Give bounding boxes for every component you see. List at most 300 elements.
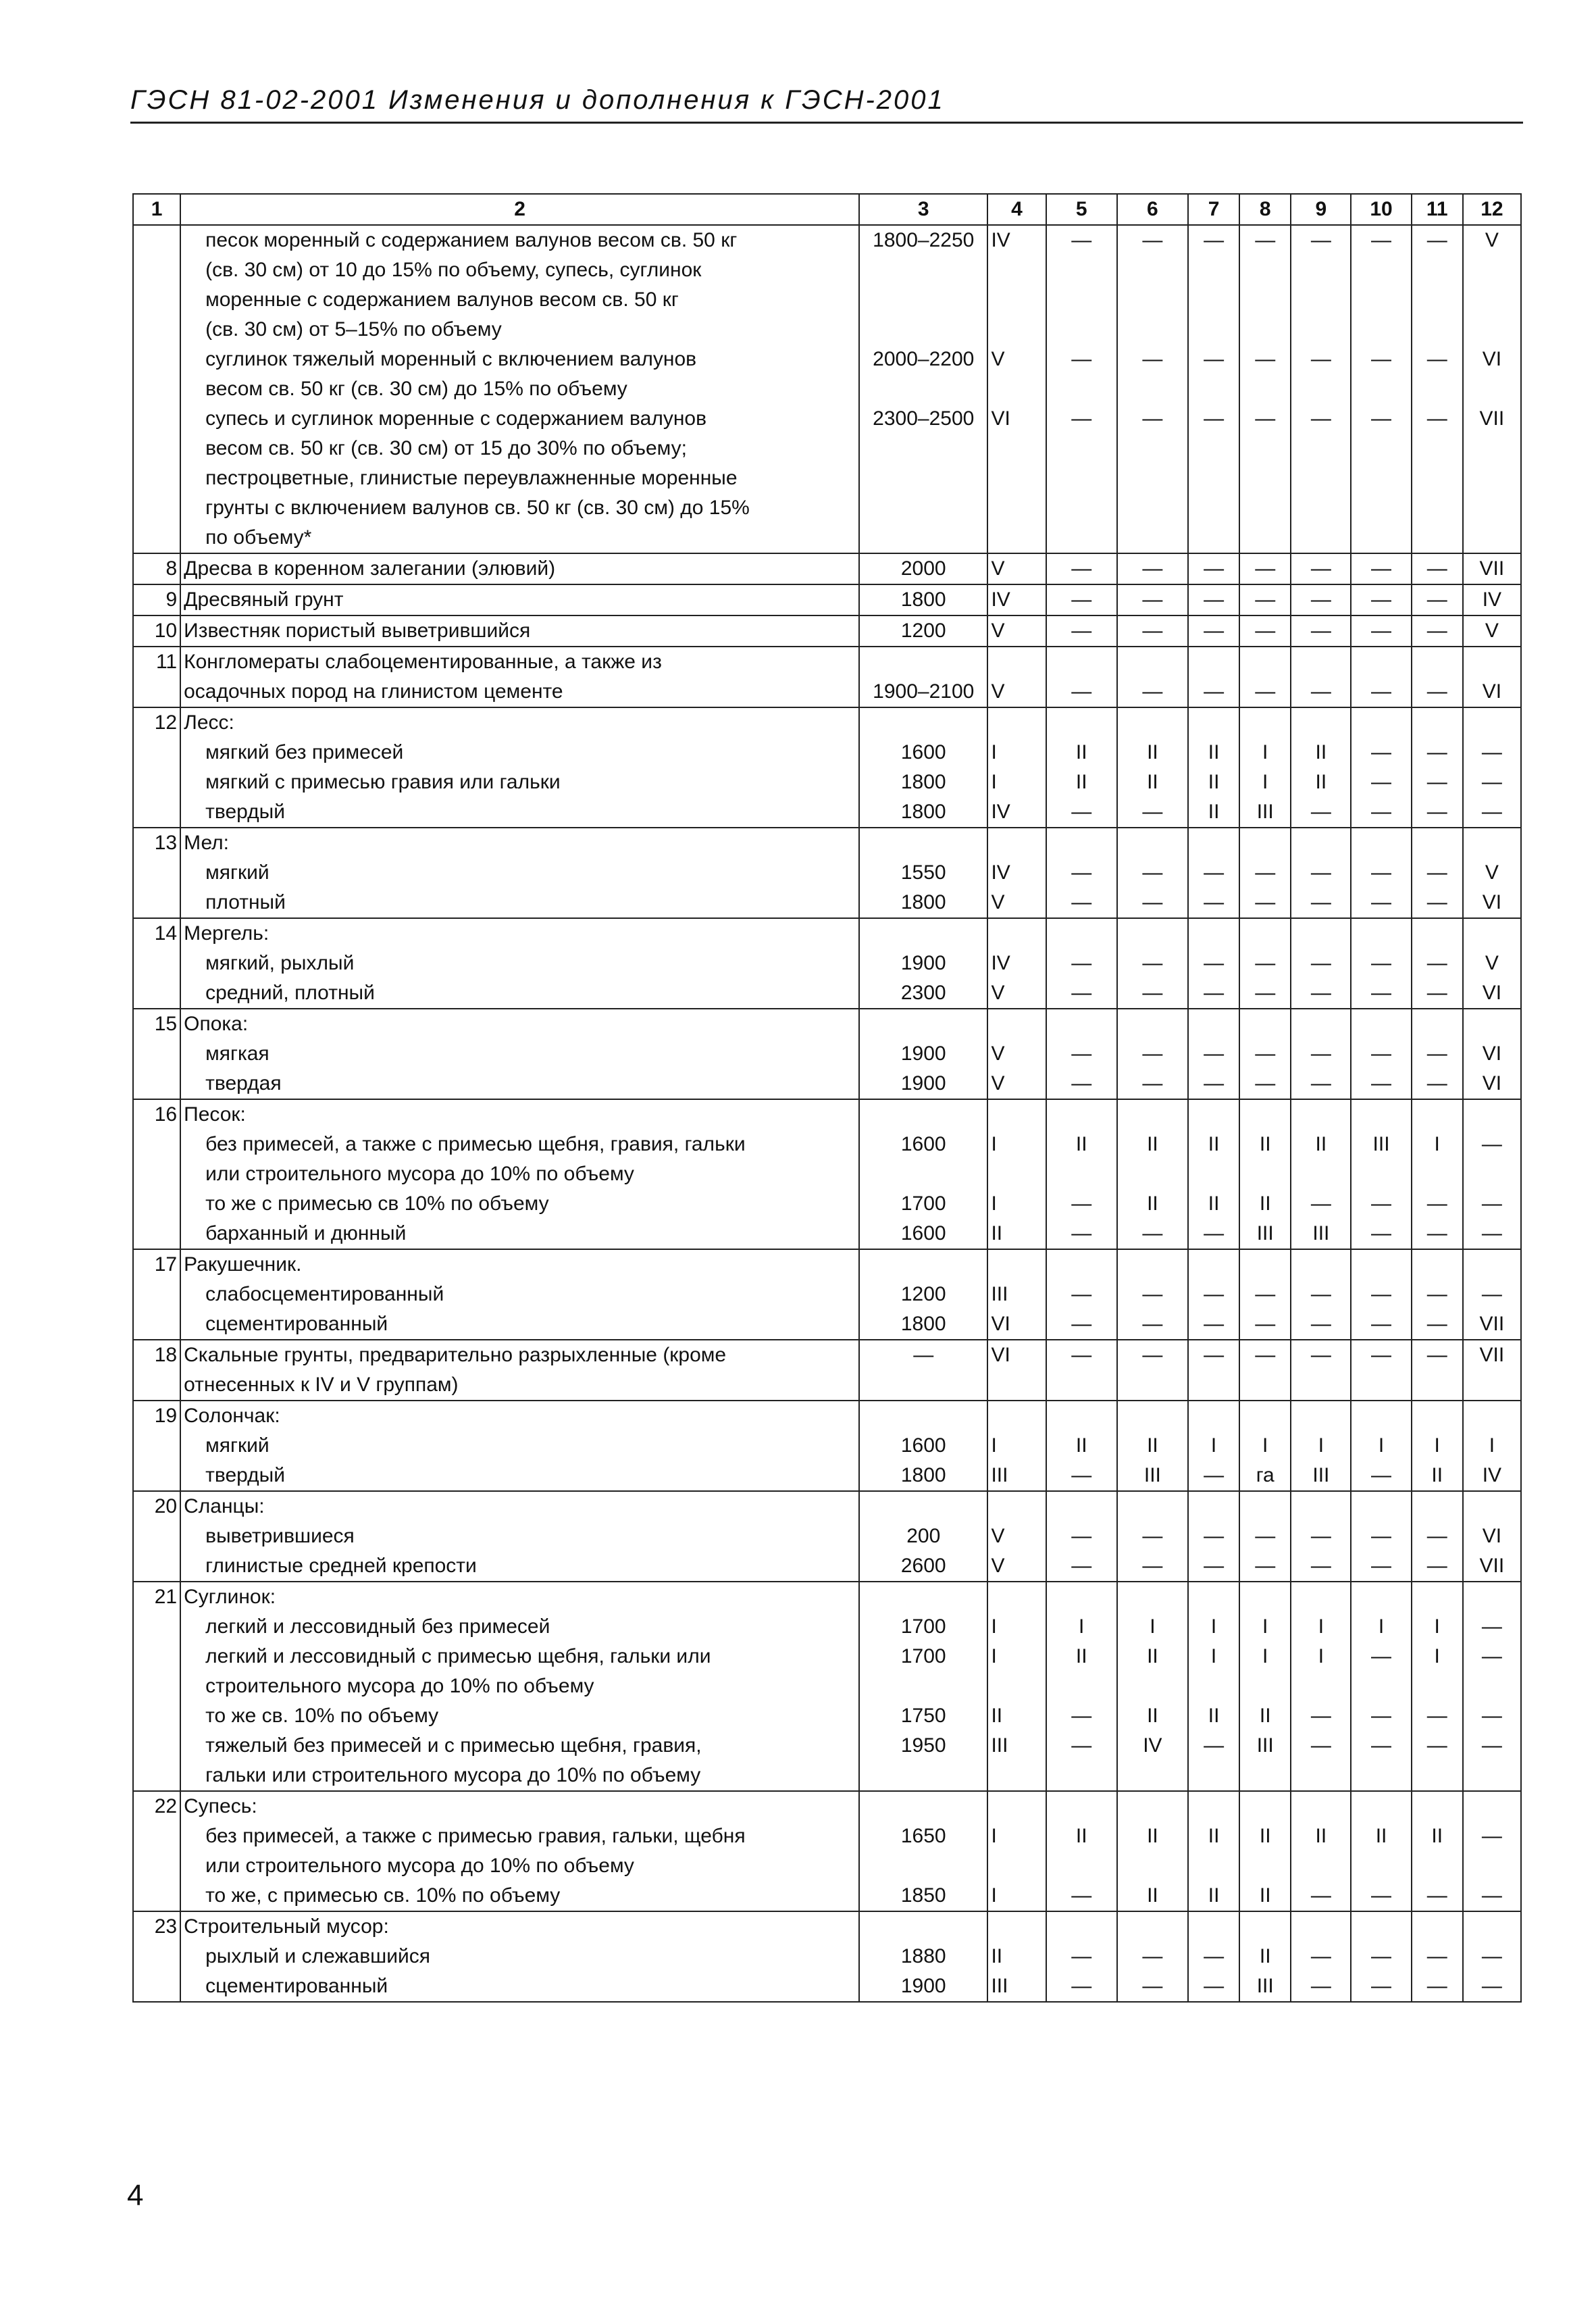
group-cell-col-5: — [1046, 345, 1117, 374]
group-cell-col-12: — [1463, 1612, 1521, 1642]
group-cell-col-5 [1046, 315, 1117, 345]
group-cell-col-11: — [1412, 1189, 1463, 1219]
group-cell-col-6: — [1117, 949, 1188, 978]
group-cell-col-6: IV [1117, 1731, 1188, 1761]
density-cell: 2000 [859, 553, 987, 584]
soil-name: Дресва в коренном залегании (элювий) [180, 553, 859, 584]
group-cell-col-12 [1463, 1791, 1521, 1821]
group-cell-col-8 [1239, 1159, 1291, 1189]
group-cell-col-10 [1351, 647, 1411, 677]
group-cell-col-11 [1412, 828, 1463, 858]
group-cell-col-10: — [1351, 797, 1411, 828]
group-cell-col-12: I [1463, 1431, 1521, 1461]
group-cell-col-8 [1239, 1671, 1291, 1701]
table-row [133, 1069, 1521, 1099]
group-cell-col-9 [1291, 918, 1351, 949]
soil-name: рыхлый и слежавшийся [180, 1942, 859, 1971]
soil-name: суглинок тяжелый моренный с включением валунов [180, 345, 859, 374]
row-number [133, 404, 180, 434]
group-cell-col-7: II [1188, 768, 1239, 797]
group-cell-col-9 [1291, 1791, 1351, 1821]
group-cell-col-8: — [1239, 553, 1291, 584]
group-cell-col-11: — [1412, 1309, 1463, 1340]
group-cell-col-8 [1239, 1401, 1291, 1431]
soil-name: мягкий [180, 858, 859, 888]
group-cell-col-12 [1463, 285, 1521, 315]
group-cell-col-5: II [1046, 1130, 1117, 1159]
group-cell-col-8: I [1239, 1612, 1291, 1642]
group-cell-col-6 [1117, 285, 1188, 315]
row-number: 14 [133, 918, 180, 949]
density-cell: 1950 [859, 1731, 987, 1761]
group-cell-col-11 [1412, 315, 1463, 345]
group-cell-col-5: I [1046, 1612, 1117, 1642]
row-number [133, 255, 180, 285]
soil-name: моренные с содержанием валунов весом св. 50 кг [180, 285, 859, 315]
density-cell: 1600 [859, 1130, 987, 1159]
group-cell-col-8: I [1239, 1642, 1291, 1671]
group-cell-col-10: — [1351, 768, 1411, 797]
group-cell-col-9 [1291, 434, 1351, 463]
group-cell-col-10 [1351, 1671, 1411, 1701]
group-cell-col-9: — [1291, 1701, 1351, 1731]
group-cell-col-9: — [1291, 404, 1351, 434]
group-cell-col-11: II [1412, 1821, 1463, 1851]
group-cell-col-8: — [1239, 1551, 1291, 1582]
group-cell-col-9: — [1291, 615, 1351, 647]
group-cell-col-10 [1351, 1159, 1411, 1189]
group-cell-col-7: — [1188, 553, 1239, 584]
group-cell-col-4 [987, 1761, 1046, 1791]
group-cell-col-8: II [1239, 1881, 1291, 1911]
column-header-5: 5 [1046, 194, 1117, 225]
group-cell-col-8: I [1239, 1431, 1291, 1461]
density-cell: 1800 [859, 768, 987, 797]
group-cell-col-6: — [1117, 615, 1188, 647]
group-cell-col-8 [1239, 707, 1291, 738]
group-cell-col-5 [1046, 374, 1117, 404]
group-cell-col-5: — [1046, 978, 1117, 1009]
density-cell [859, 434, 987, 463]
table-row [133, 1189, 1521, 1219]
density-cell [859, 1491, 987, 1521]
group-cell-col-7 [1188, 1761, 1239, 1791]
group-cell-col-5: — [1046, 1521, 1117, 1551]
group-cell-col-8: — [1239, 1069, 1291, 1099]
density-cell: 2000–2200 [859, 345, 987, 374]
table-row [133, 677, 1521, 707]
group-cell-col-11: — [1412, 345, 1463, 374]
row-number [133, 1431, 180, 1461]
group-cell-col-11: — [1412, 584, 1463, 615]
group-cell-col-5: — [1046, 584, 1117, 615]
group-cell-col-10: II [1351, 1821, 1411, 1851]
soil-name: весом св. 50 кг (св. 30 см) от 15 до 30% по объему; [180, 434, 859, 463]
group-cell-col-10: — [1351, 949, 1411, 978]
group-cell-col-7 [1188, 434, 1239, 463]
group-cell-col-12: — [1463, 1189, 1521, 1219]
group-cell-col-10 [1351, 523, 1411, 553]
density-cell [859, 1401, 987, 1431]
group-cell-col-12: VI [1463, 888, 1521, 918]
group-cell-col-7: I [1188, 1642, 1239, 1671]
group-cell-col-5 [1046, 434, 1117, 463]
density-cell: 1800 [859, 1309, 987, 1340]
group-cell-col-5: II [1046, 768, 1117, 797]
group-cell-col-7 [1188, 493, 1239, 523]
group-cell-col-4: II [987, 1942, 1046, 1971]
group-cell-col-10: — [1351, 345, 1411, 374]
group-cell-col-11: — [1412, 978, 1463, 1009]
table-row [133, 978, 1521, 1009]
column-header-11: 11 [1412, 194, 1463, 225]
table-row [133, 615, 1521, 647]
soil-name: твердый [180, 797, 859, 828]
group-cell-col-8: II [1239, 1942, 1291, 1971]
group-cell-col-5 [1046, 1851, 1117, 1881]
group-cell-col-4: V [987, 345, 1046, 374]
row-number: 13 [133, 828, 180, 858]
density-cell: 1700 [859, 1612, 987, 1642]
group-cell-col-10 [1351, 255, 1411, 285]
table-row [133, 1370, 1521, 1401]
group-cell-col-7: — [1188, 1731, 1239, 1761]
group-cell-col-6 [1117, 1761, 1188, 1791]
table-row [133, 584, 1521, 615]
group-cell-col-7 [1188, 1791, 1239, 1821]
group-cell-col-10: — [1351, 1731, 1411, 1761]
soil-name: супесь и суглинок моренные с содержанием валунов [180, 404, 859, 434]
group-cell-col-7: II [1188, 1189, 1239, 1219]
group-cell-col-7: — [1188, 1280, 1239, 1309]
group-cell-col-6 [1117, 707, 1188, 738]
group-cell-col-9 [1291, 1491, 1351, 1521]
group-cell-col-8: — [1239, 404, 1291, 434]
group-cell-col-6: — [1117, 858, 1188, 888]
group-cell-col-5 [1046, 1009, 1117, 1039]
group-cell-col-7: — [1188, 1309, 1239, 1340]
group-cell-col-11 [1412, 1009, 1463, 1039]
table-row [133, 374, 1521, 404]
group-cell-col-9 [1291, 1099, 1351, 1130]
group-cell-col-12: VII [1463, 553, 1521, 584]
group-cell-col-6 [1117, 1491, 1188, 1521]
group-cell-col-4 [987, 1401, 1046, 1431]
group-cell-col-6 [1117, 1911, 1188, 1942]
density-cell: 1200 [859, 615, 987, 647]
group-cell-col-4 [987, 1159, 1046, 1189]
group-cell-col-4: VI [987, 1309, 1046, 1340]
density-cell [859, 285, 987, 315]
row-number [133, 1551, 180, 1582]
group-cell-col-10: — [1351, 888, 1411, 918]
group-cell-col-11 [1412, 463, 1463, 493]
group-cell-col-4 [987, 1009, 1046, 1039]
group-cell-col-12: VII [1463, 1340, 1521, 1370]
soil-name: мягкая [180, 1039, 859, 1069]
group-cell-col-6 [1117, 493, 1188, 523]
group-cell-col-8: — [1239, 888, 1291, 918]
group-cell-col-6: — [1117, 553, 1188, 584]
group-cell-col-9 [1291, 463, 1351, 493]
group-cell-col-11: — [1412, 553, 1463, 584]
row-number [133, 463, 180, 493]
row-number [133, 1821, 180, 1851]
group-cell-col-9 [1291, 1401, 1351, 1431]
table-row [133, 647, 1521, 677]
group-cell-col-7 [1188, 1370, 1239, 1401]
group-cell-col-9 [1291, 1249, 1351, 1280]
group-cell-col-8 [1239, 1911, 1291, 1942]
row-number [133, 1130, 180, 1159]
density-cell: 1650 [859, 1821, 987, 1851]
group-cell-col-12 [1463, 1671, 1521, 1701]
group-cell-col-4 [987, 315, 1046, 345]
row-number [133, 1370, 180, 1401]
group-cell-col-9 [1291, 315, 1351, 345]
soil-name: Строительный мусор: [180, 1911, 859, 1942]
density-cell: 1600 [859, 1431, 987, 1461]
row-number [133, 1671, 180, 1701]
group-cell-col-6: — [1117, 225, 1188, 255]
soil-name: слабосцементированный [180, 1280, 859, 1309]
soil-name: осадочных пород на глинистом цементе [180, 677, 859, 707]
group-cell-col-8: — [1239, 677, 1291, 707]
group-cell-col-10: — [1351, 1881, 1411, 1911]
group-cell-col-4: IV [987, 584, 1046, 615]
group-cell-col-11 [1412, 255, 1463, 285]
group-cell-col-10 [1351, 1370, 1411, 1401]
group-cell-col-6: III [1117, 1461, 1188, 1491]
group-cell-col-4 [987, 434, 1046, 463]
group-cell-col-4: V [987, 615, 1046, 647]
soil-name: плотный [180, 888, 859, 918]
row-number [133, 978, 180, 1009]
soil-name: Песок: [180, 1099, 859, 1130]
row-number: 12 [133, 707, 180, 738]
group-cell-col-10: — [1351, 677, 1411, 707]
density-cell [859, 1099, 987, 1130]
density-cell: 1600 [859, 738, 987, 768]
group-cell-col-11 [1412, 1911, 1463, 1942]
group-cell-col-6: — [1117, 1039, 1188, 1069]
density-cell: 1700 [859, 1189, 987, 1219]
table-row [133, 1671, 1521, 1701]
group-cell-col-8 [1239, 463, 1291, 493]
row-number: 23 [133, 1911, 180, 1942]
group-cell-col-12: — [1463, 1130, 1521, 1159]
group-cell-col-10: — [1351, 1189, 1411, 1219]
group-cell-col-8: — [1239, 1039, 1291, 1069]
row-number [133, 493, 180, 523]
group-cell-col-4: V [987, 1069, 1046, 1099]
density-cell: 1850 [859, 1881, 987, 1911]
group-cell-col-9: — [1291, 1340, 1351, 1370]
group-cell-col-12 [1463, 1491, 1521, 1521]
soil-name: то же, с примесью св. 10% по объему [180, 1881, 859, 1911]
group-cell-col-9: — [1291, 949, 1351, 978]
soil-name: легкий и лессовидный с примесью щебня, гальки или [180, 1642, 859, 1671]
group-cell-col-11: — [1412, 1881, 1463, 1911]
group-cell-col-5 [1046, 707, 1117, 738]
group-cell-col-6 [1117, 1370, 1188, 1401]
group-cell-col-10: — [1351, 1280, 1411, 1309]
group-cell-col-4: I [987, 738, 1046, 768]
group-cell-col-8: — [1239, 615, 1291, 647]
soil-name: тяжелый без примесей и с примесью щебня, гравия, [180, 1731, 859, 1761]
group-cell-col-11 [1412, 1851, 1463, 1881]
row-number [133, 738, 180, 768]
table-row [133, 1851, 1521, 1881]
group-cell-col-6 [1117, 1582, 1188, 1612]
group-cell-col-10: — [1351, 1309, 1411, 1340]
group-cell-col-8: III [1239, 797, 1291, 828]
group-cell-col-9 [1291, 1761, 1351, 1791]
row-number: 9 [133, 584, 180, 615]
group-cell-col-4: V [987, 1039, 1046, 1069]
group-cell-col-8 [1239, 1099, 1291, 1130]
group-cell-col-7: II [1188, 1130, 1239, 1159]
row-number [133, 434, 180, 463]
group-cell-col-10: — [1351, 1642, 1411, 1671]
group-cell-col-5: — [1046, 888, 1117, 918]
group-cell-col-11 [1412, 1401, 1463, 1431]
group-cell-col-7 [1188, 463, 1239, 493]
group-cell-col-8 [1239, 374, 1291, 404]
group-cell-col-10 [1351, 374, 1411, 404]
group-cell-col-7: — [1188, 1461, 1239, 1491]
group-cell-col-8 [1239, 434, 1291, 463]
density-cell: 1900 [859, 949, 987, 978]
group-cell-col-6: — [1117, 978, 1188, 1009]
group-cell-col-7: — [1188, 1069, 1239, 1099]
group-cell-col-8: — [1239, 1309, 1291, 1340]
group-cell-col-11 [1412, 374, 1463, 404]
table-row [133, 1551, 1521, 1582]
group-cell-col-6: — [1117, 1942, 1188, 1971]
row-number: 18 [133, 1340, 180, 1370]
group-cell-col-12: VI [1463, 677, 1521, 707]
group-cell-col-7: — [1188, 978, 1239, 1009]
group-cell-col-6: II [1117, 1642, 1188, 1671]
group-cell-col-10: — [1351, 738, 1411, 768]
group-cell-col-4: I [987, 1612, 1046, 1642]
row-number: 8 [133, 553, 180, 584]
group-cell-col-9: — [1291, 888, 1351, 918]
row-number: 10 [133, 615, 180, 647]
column-header-12: 12 [1463, 194, 1521, 225]
density-cell: 1700 [859, 1642, 987, 1671]
group-cell-col-4: I [987, 1821, 1046, 1851]
density-cell: 2600 [859, 1551, 987, 1582]
group-cell-col-10 [1351, 1791, 1411, 1821]
density-cell: 1900 [859, 1069, 987, 1099]
group-cell-col-10 [1351, 1009, 1411, 1039]
group-cell-col-9: I [1291, 1642, 1351, 1671]
group-cell-col-11: — [1412, 738, 1463, 768]
group-cell-col-11 [1412, 647, 1463, 677]
density-cell [859, 1159, 987, 1189]
table-row [133, 888, 1521, 918]
group-cell-col-9: — [1291, 553, 1351, 584]
group-cell-col-6 [1117, 523, 1188, 553]
soil-name: Супесь: [180, 1791, 859, 1821]
table-row [133, 949, 1521, 978]
row-number [133, 949, 180, 978]
group-cell-col-6 [1117, 1159, 1188, 1189]
group-cell-col-11: — [1412, 677, 1463, 707]
group-cell-col-4 [987, 707, 1046, 738]
row-number [133, 1189, 180, 1219]
group-cell-col-11: — [1412, 615, 1463, 647]
group-cell-col-11: — [1412, 1551, 1463, 1582]
soil-name: Известняк пористый выветрившийся [180, 615, 859, 647]
group-cell-col-7 [1188, 1249, 1239, 1280]
group-cell-col-7 [1188, 1401, 1239, 1431]
group-cell-col-9: — [1291, 1731, 1351, 1761]
group-cell-col-12: VI [1463, 1069, 1521, 1099]
group-cell-col-4 [987, 1249, 1046, 1280]
group-cell-col-4: III [987, 1731, 1046, 1761]
group-cell-col-6 [1117, 918, 1188, 949]
group-cell-col-10: — [1351, 584, 1411, 615]
group-cell-col-8: I [1239, 738, 1291, 768]
group-cell-col-7: II [1188, 1701, 1239, 1731]
soil-name: твердый [180, 1461, 859, 1491]
header-rule [130, 122, 1523, 124]
group-cell-col-10: — [1351, 615, 1411, 647]
table-body [133, 225, 1521, 2002]
group-cell-col-8 [1239, 918, 1291, 949]
density-cell [859, 707, 987, 738]
density-cell [859, 1911, 987, 1942]
group-cell-col-5 [1046, 493, 1117, 523]
group-cell-col-7: II [1188, 797, 1239, 828]
group-cell-col-9: — [1291, 345, 1351, 374]
group-cell-col-12: VII [1463, 1551, 1521, 1582]
group-cell-col-11 [1412, 493, 1463, 523]
group-cell-col-6 [1117, 434, 1188, 463]
group-cell-col-11: — [1412, 1701, 1463, 1731]
group-cell-col-8 [1239, 1009, 1291, 1039]
soil-name: легкий и лессовидный без примесей [180, 1612, 859, 1642]
group-cell-col-8: III [1239, 1971, 1291, 2002]
table-row [133, 493, 1521, 523]
group-cell-col-7 [1188, 707, 1239, 738]
group-cell-col-12: VI [1463, 1521, 1521, 1551]
group-cell-col-6: II [1117, 1701, 1188, 1731]
group-cell-col-11 [1412, 707, 1463, 738]
table-row [133, 1431, 1521, 1461]
table-row [133, 1612, 1521, 1642]
group-cell-col-6: II [1117, 768, 1188, 797]
row-number [133, 1942, 180, 1971]
group-cell-col-11: — [1412, 1219, 1463, 1249]
group-cell-col-8: — [1239, 978, 1291, 1009]
group-cell-col-9: — [1291, 978, 1351, 1009]
density-cell: 1800 [859, 797, 987, 828]
group-cell-col-7: — [1188, 615, 1239, 647]
group-cell-col-9 [1291, 285, 1351, 315]
soil-name: Ракушечник. [180, 1249, 859, 1280]
group-cell-col-7: — [1188, 1521, 1239, 1551]
group-cell-col-7: — [1188, 949, 1239, 978]
group-cell-col-12 [1463, 1401, 1521, 1431]
row-number [133, 1280, 180, 1309]
group-cell-col-11: — [1412, 1340, 1463, 1370]
row-number: 19 [133, 1401, 180, 1431]
group-cell-col-12 [1463, 1911, 1521, 1942]
